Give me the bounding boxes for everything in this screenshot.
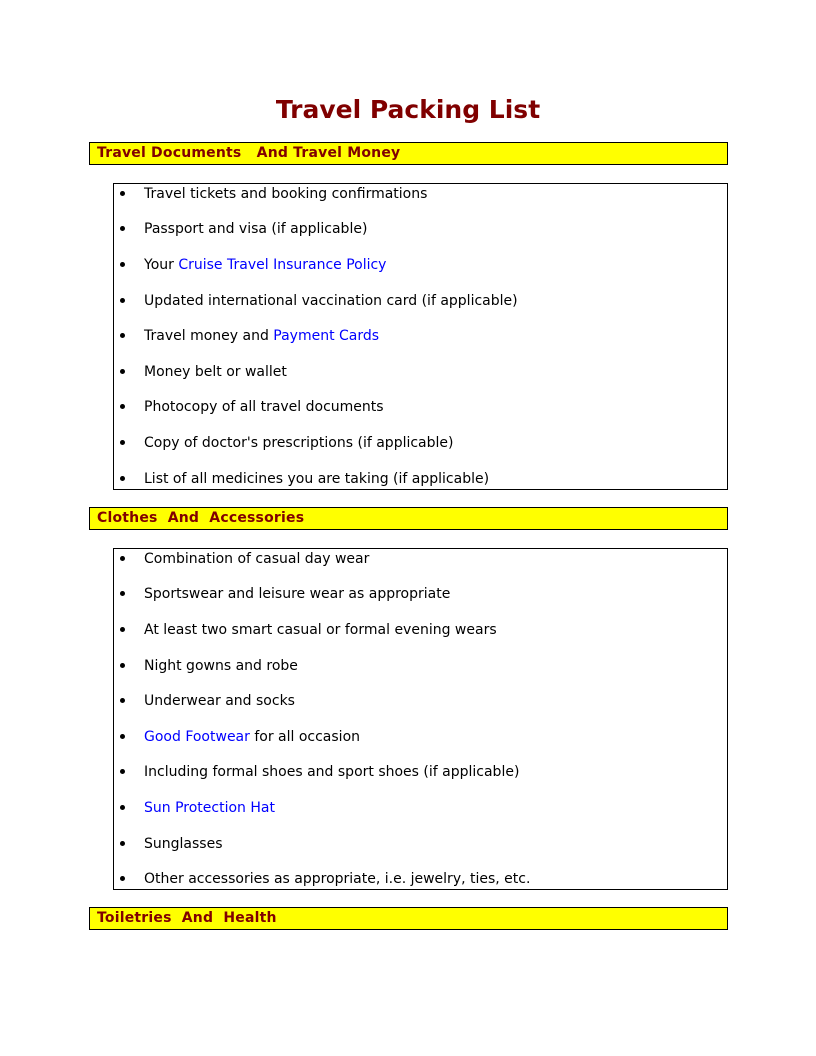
list-item <box>114 470 727 490</box>
item-text-before: Your <box>144 257 179 273</box>
bullet-icon <box>120 698 125 703</box>
item-text: Sportswear and leisure wear as appropriate <box>144 586 451 602</box>
section-heading: Toiletries And Health <box>97 910 277 926</box>
item-text: Including formal shoes and sport shoes (if applicable) <box>144 764 520 780</box>
item-text: Passport and visa (if applicable) <box>144 221 368 237</box>
cruise-travel-insurance-link[interactable]: Cruise Travel Insurance Policy <box>178 257 387 273</box>
section-header-travel-documents <box>89 142 728 165</box>
bullet-icon <box>120 191 125 196</box>
bullet-icon <box>120 841 125 846</box>
item-text <box>144 256 386 274</box>
item-text-after: for all occasion <box>249 729 361 745</box>
item-text: Travel tickets and booking confirmations <box>144 186 428 202</box>
item-text: Photocopy of all travel documents <box>144 399 384 415</box>
list-item <box>114 550 727 570</box>
item-text: Money belt or wallet <box>144 364 287 380</box>
payment-cards-link[interactable]: Payment Cards <box>273 328 380 344</box>
bullet-icon <box>120 226 125 231</box>
item-text: List of all medicines you are taking (if applicable) <box>144 471 490 487</box>
list-item <box>114 327 727 347</box>
item-text-before: Travel money and <box>144 328 274 344</box>
list-item <box>114 398 727 418</box>
item-text: At least two smart casual or formal evening wears <box>144 622 497 638</box>
bullet-icon <box>120 805 125 810</box>
list-item <box>114 763 727 783</box>
list-item <box>114 256 727 276</box>
page-title: Travel Packing List <box>275 95 541 124</box>
bullet-icon <box>120 333 125 338</box>
list-item <box>114 292 727 312</box>
bullet-icon <box>120 663 125 668</box>
list-item <box>114 799 727 819</box>
bullet-icon <box>120 876 125 881</box>
section-header-clothes <box>89 507 728 530</box>
list-item <box>114 220 727 240</box>
bullet-icon <box>120 591 125 596</box>
item-text: Underwear and socks <box>144 693 295 709</box>
bullet-icon <box>120 262 125 267</box>
item-text: Other accessories as appropriate, i.e. jewelry, ties, etc. <box>144 871 531 887</box>
bullet-icon <box>120 627 125 632</box>
item-text: Copy of doctor's prescriptions (if applicable) <box>144 435 454 451</box>
bullet-icon <box>120 369 125 374</box>
bullet-icon <box>120 440 125 445</box>
section-heading: Travel Documents And Travel Money <box>97 145 401 161</box>
bullet-icon <box>120 734 125 739</box>
list-item <box>114 870 727 890</box>
item-text <box>144 327 379 345</box>
checklist-travel-documents <box>113 183 728 490</box>
item-text <box>144 728 360 746</box>
bullet-icon <box>120 476 125 481</box>
list-item <box>114 835 727 855</box>
bullet-icon <box>120 769 125 774</box>
item-text: Night gowns and robe <box>144 658 298 674</box>
list-item <box>114 728 727 748</box>
item-text: Sunglasses <box>144 836 223 852</box>
list-item <box>114 692 727 712</box>
section-heading: Clothes And Accessories <box>97 510 305 526</box>
list-item <box>114 185 727 205</box>
good-footwear-link[interactable]: Good Footwear <box>144 729 250 745</box>
bullet-icon <box>120 404 125 409</box>
bullet-icon <box>120 556 125 561</box>
section-header-toiletries <box>89 907 728 930</box>
sun-protection-hat-link[interactable]: Sun Protection Hat <box>144 800 275 816</box>
item-text <box>144 799 275 817</box>
bullet-icon <box>120 298 125 303</box>
list-item <box>114 621 727 641</box>
checklist-clothes <box>113 548 728 890</box>
list-item <box>114 657 727 677</box>
item-text: Combination of casual day wear <box>144 551 370 567</box>
list-item <box>114 434 727 454</box>
list-item <box>114 363 727 383</box>
list-item <box>114 585 727 605</box>
item-text: Updated international vaccination card (if applicable) <box>144 293 518 309</box>
